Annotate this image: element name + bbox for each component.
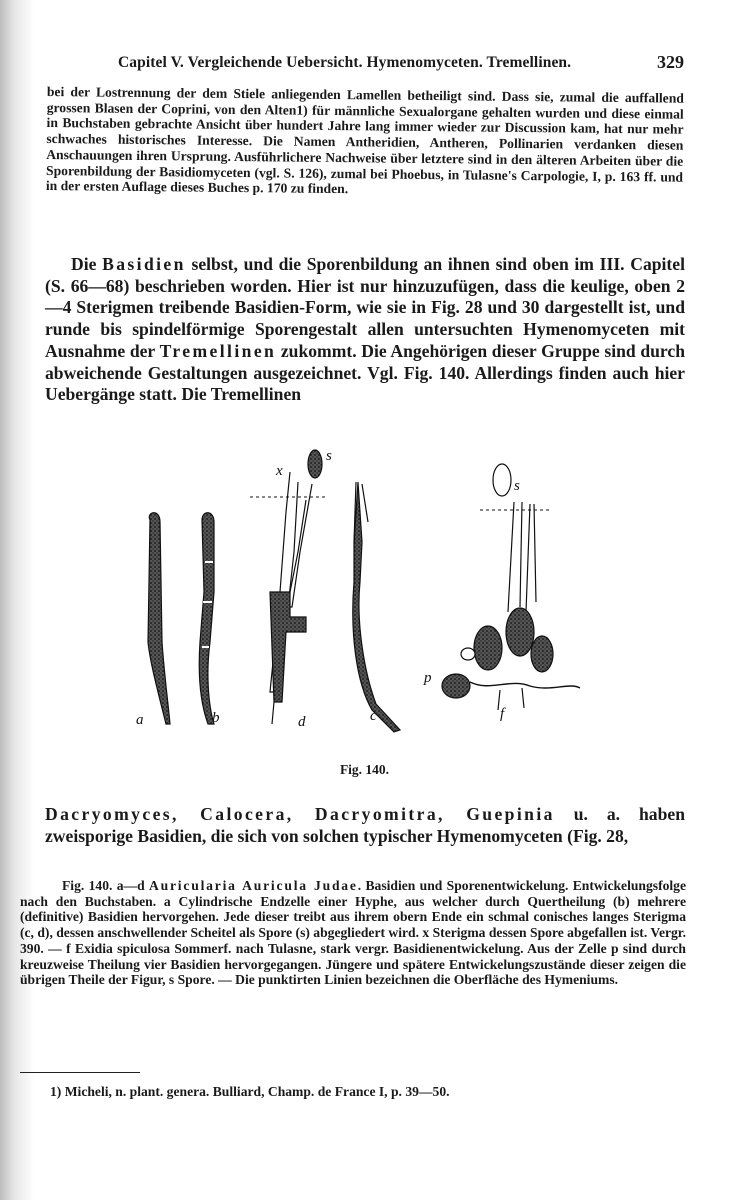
exidia-basidia-drawing	[442, 464, 580, 710]
label-p: p	[424, 670, 432, 686]
figure-140-illustration	[110, 442, 700, 742]
footnote-continuation: bei der Lostrennung der dem Stiele anliegenden Lamellen betheiligt sind. Dass sie, zumal die auffallend grossen Blasen der Coprini, von den Alten1) für männliche Sexualorgane gehalten wurden und diese einmal in Buchstaben gebrachte Ansicht über hundert Jahre lang immer wieder zur Discussion kam, hat nur mehr schwaches historisches Interesse. Die Namen Antheridien, Antheren, Pollinarien verdanken diesen Anschauungen ihren Ursprung. Ausführlichere Nachweise über letztere sind in den älteren Arbeiten über die Sporenbildung der Basidiomyceten (vgl. S. 126), zumal bei Phoebus, in Tulasne's Carpologie, I, p. 163 ff. und in der ersten Auflage dieses Buches p. 170 zu finden.	[45, 84, 684, 197]
label-f: f	[500, 706, 505, 722]
figure-label: Fig. 140.	[339, 762, 390, 777]
basidium-c-drawing	[353, 482, 400, 732]
basidium-a-drawing	[148, 513, 170, 724]
label-d: d	[298, 714, 306, 730]
figure-caption	[20, 878, 686, 988]
para1-spaced-tremellinen: Tremellinen	[159, 340, 277, 361]
caption-text-2: Sommerf. nach Tulasne, stark vergr. Basidienentwickelung. Aus der Zelle p sind durch kreuzweise Theilung vier Basidien hervorgegangen. Jüngere und spätere Entwickelungszustände dieser zeigen die übrigen Theile der Figur, s Spore. — Die punktirten Linien bezeichnen die Oberfläche des Hymeniums.	[20, 940, 686, 988]
para2-spaced-genera: Dacryomyces, Calocera, Dacryomitra, Guepinia	[45, 804, 555, 824]
basidium-b-drawing	[199, 513, 214, 724]
page-number: 329	[657, 52, 684, 72]
caption-species-exidia: Exidia spiculosa	[75, 940, 171, 956]
basidium-d-drawing	[250, 450, 326, 724]
label-b: b	[212, 710, 220, 726]
caption-text-1: . Basidien und Sporenentwickelung. Entwickelungsfolge nach den Buchstaben. a Cylindrische Endzelle einer Hyphe, aus welcher durch Quertheilung (b) mehrere (definitive) Basidien hervorgehen. Jede dieser treibt aus ihrem obern Ende ein schmal conisches langes Sterigma (c, d), dessen anschwellender Scheitel als Spore (s) abgegliedert wird. x Sterigma dessen Spore abgefallen ist. Vergr. 390. — f	[20, 878, 686, 956]
label-x: x	[276, 463, 283, 479]
paragraph-basidien	[45, 254, 685, 406]
para1-spaced-basidien: Basidien	[102, 254, 186, 274]
para2-text: u. a. haben zweisporige Basidien, die sich von solchen typischer Hymenomyceten (Fig. 28,	[45, 804, 685, 846]
footnote-rule	[20, 1072, 140, 1073]
label-a: a	[136, 712, 144, 728]
label-s-f: s	[514, 478, 520, 494]
caption-species-auricularia: Auricularia Auricula Judae	[148, 878, 358, 893]
running-header	[118, 50, 684, 76]
header-title: Capitel V. Vergleichende Uebersicht. Hymenomyceten. Tremellinen.	[118, 54, 572, 71]
paragraph-dacryomyces	[45, 804, 685, 847]
para1-text-b: selbst, und die Sporenbildung an ihnen sind oben im III. Capitel (S. 66—68) beschrieben worden. Hier ist nur hinzuzufügen, dass die keulige, oben 2—4 Sterigmen treibende Basidien-Form, wie sie in Fig. 28 und 30 dargestellt ist, und runde bis spindelförmige Sporengestalt allen untersuchten Hymenomyceten mit Ausnahme der	[45, 254, 685, 361]
caption-lead: Fig. 140. a—d	[62, 878, 149, 893]
footnote-1: 1) Micheli, n. plant. genera. Bulliard, Champ. de France I, p. 39—50.	[50, 1084, 450, 1099]
label-s-d: s	[326, 448, 332, 464]
label-c: c	[370, 708, 377, 724]
para1-text-a: Die	[71, 254, 103, 274]
para1-text-c: zukommt. Die Angehörigen dieser Gruppe sind durch abweichende Gestaltungen ausgezeichnet. Vgl. Fig. 140. Allerdings finden auch hier Uebergänge statt. Die Tremellinen	[45, 340, 685, 405]
